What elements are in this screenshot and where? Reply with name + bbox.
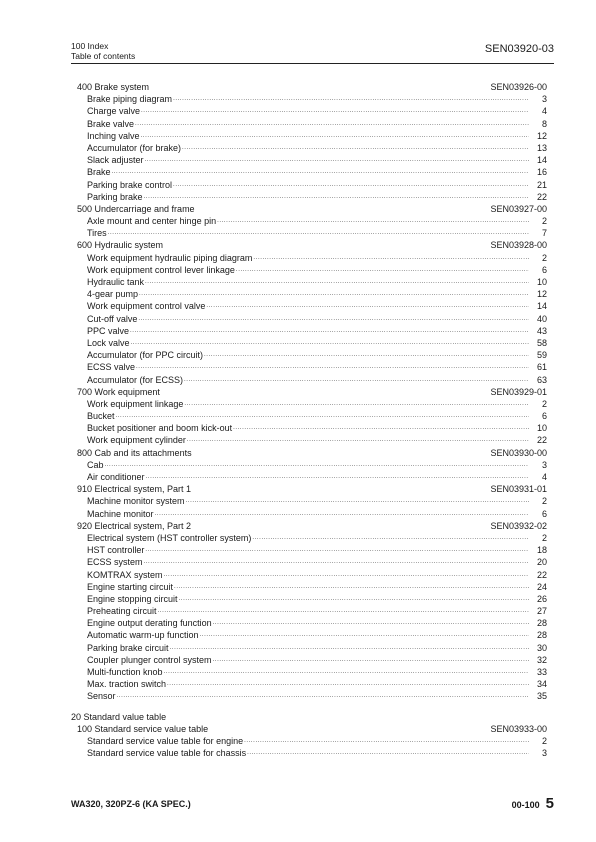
entry-page-number: 20 bbox=[536, 557, 547, 568]
dot-leader bbox=[146, 471, 529, 483]
entry-label: Coupler plunger control system bbox=[87, 654, 212, 665]
toc-entry[interactable] bbox=[71, 495, 547, 507]
entry-page-number: 2 bbox=[541, 496, 547, 507]
entry-page-number: 7 bbox=[541, 228, 547, 239]
dot-leader bbox=[167, 678, 529, 690]
dot-leader bbox=[253, 252, 529, 264]
toc-chapter-20 bbox=[71, 723, 547, 760]
entry-page-number: 14 bbox=[536, 301, 547, 312]
toc-section-heading[interactable] bbox=[71, 386, 547, 398]
entry-page-number: 26 bbox=[536, 593, 547, 604]
entry-label: Engine starting circuit bbox=[87, 581, 174, 592]
toc-entry[interactable] bbox=[71, 361, 547, 373]
toc-entry[interactable] bbox=[71, 544, 547, 556]
entry-label: 4-gear pump bbox=[87, 289, 139, 300]
dot-leader bbox=[136, 361, 529, 373]
footer-section-code: 00-100 bbox=[511, 800, 540, 810]
entry-page-number: 8 bbox=[541, 118, 547, 129]
dot-leader bbox=[233, 422, 529, 434]
section-title: 600 Hydraulic system bbox=[77, 240, 164, 251]
dot-leader bbox=[236, 264, 529, 276]
entry-label: Automatic warm-up function bbox=[87, 630, 199, 641]
entry-label: Work equipment control valve bbox=[87, 301, 206, 312]
entry-page-number: 2 bbox=[541, 735, 547, 746]
entry-label: Axle mount and center hinge pin bbox=[87, 216, 217, 227]
dot-leader bbox=[213, 617, 529, 629]
dot-leader bbox=[184, 398, 529, 410]
entry-page-number: 2 bbox=[541, 216, 547, 227]
toc-entry[interactable] bbox=[71, 617, 547, 629]
entry-page-number: 30 bbox=[536, 642, 547, 653]
toc-entry[interactable] bbox=[71, 666, 547, 678]
toc-entry[interactable] bbox=[71, 118, 547, 130]
toc-entry[interactable] bbox=[71, 459, 547, 471]
entry-label: Standard service value table for chassis bbox=[87, 747, 247, 758]
running-header bbox=[71, 41, 135, 61]
entry-page-number: 12 bbox=[536, 130, 547, 141]
entry-page-number: 22 bbox=[536, 569, 547, 580]
toc-entry[interactable] bbox=[71, 508, 547, 520]
entry-label: Inching valve bbox=[87, 130, 140, 141]
document-code: SEN03920-03 bbox=[484, 43, 554, 55]
entry-label: Engine stopping circuit bbox=[87, 593, 178, 604]
entry-page-number: 27 bbox=[536, 606, 547, 617]
toc-entry[interactable] bbox=[71, 154, 547, 166]
dot-leader bbox=[173, 93, 529, 105]
toc-entry[interactable] bbox=[71, 93, 547, 105]
dot-leader bbox=[155, 508, 529, 520]
dot-leader bbox=[213, 654, 529, 666]
header-subtitle: Table of contents bbox=[71, 51, 136, 61]
section-code: SEN03933-00 bbox=[490, 723, 547, 734]
entry-page-number: 12 bbox=[536, 289, 547, 300]
entry-page-number: 14 bbox=[536, 155, 547, 166]
dot-leader bbox=[117, 690, 529, 702]
toc-entry[interactable] bbox=[71, 556, 547, 568]
dot-leader bbox=[164, 666, 529, 678]
dot-leader bbox=[112, 166, 529, 178]
entry-label: Work equipment cylinder bbox=[87, 435, 186, 446]
entry-page-number: 22 bbox=[536, 191, 547, 202]
entry-label: Parking brake circuit bbox=[87, 642, 169, 653]
dot-leader bbox=[200, 629, 529, 641]
entry-page-number: 13 bbox=[536, 142, 547, 153]
entry-page-number: 3 bbox=[541, 94, 547, 105]
toc-entry[interactable] bbox=[71, 374, 547, 386]
entry-label: Brake piping diagram bbox=[87, 94, 173, 105]
toc-entry[interactable] bbox=[71, 654, 547, 666]
entry-page-number: 6 bbox=[541, 264, 547, 275]
entry-label: Parking brake bbox=[87, 191, 143, 202]
entry-label: Accumulator (for PPC circuit) bbox=[87, 350, 204, 361]
toc-entry[interactable] bbox=[71, 130, 547, 142]
dot-leader bbox=[130, 325, 529, 337]
header-divider bbox=[71, 63, 554, 64]
entry-label: Bucket bbox=[87, 411, 115, 422]
toc-entry[interactable] bbox=[71, 532, 547, 544]
entry-label: Max. traction switch bbox=[87, 679, 167, 690]
toc-entry[interactable] bbox=[71, 678, 547, 690]
dot-leader bbox=[164, 569, 529, 581]
toc-entry[interactable] bbox=[71, 593, 547, 605]
section-code: SEN03931-01 bbox=[490, 484, 547, 495]
section-code: SEN03929-01 bbox=[490, 386, 547, 397]
entry-page-number: 6 bbox=[541, 508, 547, 519]
dot-leader bbox=[105, 459, 529, 471]
section-code: SEN03927-00 bbox=[490, 203, 547, 214]
section-code: SEN03932-02 bbox=[490, 520, 547, 531]
dot-leader bbox=[252, 532, 529, 544]
toc-entry[interactable] bbox=[71, 605, 547, 617]
toc-section-heading[interactable] bbox=[71, 239, 547, 251]
entry-page-number: 3 bbox=[541, 459, 547, 470]
entry-label: Charge valve bbox=[87, 106, 141, 117]
dot-leader bbox=[204, 349, 529, 361]
toc-section-heading[interactable] bbox=[71, 203, 547, 215]
dot-leader bbox=[247, 747, 529, 759]
entry-page-number: 4 bbox=[541, 106, 547, 117]
toc-entry[interactable] bbox=[71, 349, 547, 361]
entry-page-number: 24 bbox=[536, 581, 547, 592]
toc-entry[interactable] bbox=[71, 276, 547, 288]
section-code: SEN03926-00 bbox=[490, 82, 547, 92]
entry-page-number: 2 bbox=[541, 398, 547, 409]
entry-label: ECSS valve bbox=[87, 362, 136, 373]
entry-label: Air conditioner bbox=[87, 472, 145, 482]
entry-label: HST controller bbox=[87, 545, 145, 556]
entry-page-number: 10 bbox=[536, 423, 547, 434]
entry-label: Machine monitor bbox=[87, 508, 154, 519]
entry-label: Multi-function knob bbox=[87, 667, 163, 677]
toc-entry[interactable] bbox=[71, 337, 547, 349]
dot-leader bbox=[217, 215, 529, 227]
entry-label: Electrical system (HST controller system) bbox=[87, 532, 252, 543]
dot-leader bbox=[182, 142, 529, 154]
entry-page-number: 33 bbox=[536, 667, 547, 677]
footer-page-ref bbox=[512, 795, 554, 813]
toc-section-heading[interactable] bbox=[71, 81, 547, 93]
dot-leader bbox=[145, 154, 529, 166]
toc-entry[interactable] bbox=[71, 422, 547, 434]
entry-label: Bucket positioner and boom kick-out bbox=[87, 423, 233, 434]
entry-label: Brake bbox=[87, 167, 111, 178]
dot-leader bbox=[186, 495, 529, 507]
section-title: 500 Undercarriage and frame bbox=[77, 203, 195, 214]
toc-entry[interactable] bbox=[71, 215, 547, 227]
toc-entry[interactable] bbox=[71, 300, 547, 312]
dot-leader bbox=[144, 556, 529, 568]
entry-label: KOMTRAX system bbox=[87, 569, 163, 580]
toc-section-heading[interactable] bbox=[71, 520, 547, 532]
entry-page-number: 22 bbox=[536, 435, 547, 446]
toc-entry[interactable] bbox=[71, 264, 547, 276]
dot-leader bbox=[179, 593, 529, 605]
section-title: 800 Cab and its attachments bbox=[77, 447, 192, 458]
toc-entry[interactable] bbox=[71, 191, 547, 203]
entry-page-number: 35 bbox=[536, 691, 547, 702]
toc-entry[interactable] bbox=[71, 569, 547, 581]
dot-leader bbox=[141, 105, 529, 117]
section-code: SEN03930-00 bbox=[490, 447, 547, 458]
entry-label: Work equipment hydraulic piping diagram bbox=[87, 252, 253, 263]
section-code: SEN03928-00 bbox=[490, 240, 547, 251]
entry-page-number: 2 bbox=[541, 532, 547, 543]
entry-page-number: 28 bbox=[536, 630, 547, 641]
table-of-contents bbox=[71, 81, 547, 759]
toc-entry[interactable] bbox=[71, 179, 547, 191]
entry-label: ECSS system bbox=[87, 557, 143, 568]
entry-page-number: 59 bbox=[536, 350, 547, 361]
toc-entry[interactable] bbox=[71, 398, 547, 410]
footer-model: WA320, 320PZ-6 (KA SPEC.) bbox=[71, 799, 191, 809]
toc-entry[interactable] bbox=[71, 642, 547, 654]
entry-page-number: 16 bbox=[536, 167, 547, 178]
entry-label: Accumulator (for ECSS) bbox=[87, 374, 184, 385]
toc-entry[interactable] bbox=[71, 166, 547, 178]
toc-entry[interactable] bbox=[71, 288, 547, 300]
toc-section-heading[interactable] bbox=[71, 723, 547, 735]
toc-entry[interactable] bbox=[71, 325, 547, 337]
entry-page-number: 2 bbox=[541, 252, 547, 263]
toc-entry[interactable] bbox=[71, 471, 547, 483]
dot-leader bbox=[144, 191, 529, 203]
entry-page-number: 28 bbox=[536, 618, 547, 629]
entry-page-number: 6 bbox=[541, 411, 547, 422]
entry-page-number: 63 bbox=[536, 374, 547, 385]
entry-label: Accumulator (for brake) bbox=[87, 142, 182, 153]
toc-entry[interactable] bbox=[71, 227, 547, 239]
toc-entry[interactable] bbox=[71, 105, 547, 117]
toc-section-heading[interactable] bbox=[71, 483, 547, 495]
dot-leader bbox=[145, 544, 529, 556]
dot-leader bbox=[173, 179, 529, 191]
entry-page-number: 32 bbox=[536, 654, 547, 665]
toc-entry[interactable] bbox=[71, 747, 547, 759]
toc-entry[interactable] bbox=[71, 313, 547, 325]
dot-leader bbox=[187, 434, 529, 446]
entry-label: Cab bbox=[87, 459, 104, 470]
entry-page-number: 43 bbox=[536, 325, 547, 336]
dot-leader bbox=[206, 300, 529, 312]
entry-label: Work equipment control lever linkage bbox=[87, 264, 235, 275]
entry-label: Hydraulic tank bbox=[87, 277, 145, 287]
entry-page-number: 21 bbox=[536, 179, 547, 190]
toc-entry[interactable] bbox=[71, 581, 547, 593]
entry-page-number: 61 bbox=[536, 362, 547, 373]
section-title: 700 Work equipment bbox=[77, 386, 160, 397]
entry-label: Standard service value table for engine bbox=[87, 735, 244, 746]
toc-entry[interactable] bbox=[71, 142, 547, 154]
entry-label: PPC valve bbox=[87, 325, 130, 336]
dot-leader bbox=[184, 374, 529, 386]
dot-leader bbox=[141, 130, 529, 142]
toc-chapter-10 bbox=[71, 81, 547, 703]
dot-leader bbox=[174, 581, 529, 593]
section-title: 910 Electrical system, Part 1 bbox=[77, 484, 192, 495]
header-section-label: 100 Index bbox=[71, 41, 109, 51]
entry-label: Preheating circuit bbox=[87, 606, 157, 617]
toc-section-heading[interactable] bbox=[71, 447, 547, 459]
dot-leader bbox=[145, 276, 529, 288]
toc-entry[interactable] bbox=[71, 252, 547, 264]
entry-label: Tires bbox=[87, 228, 107, 239]
entry-label: Engine output derating function bbox=[87, 618, 212, 629]
entry-page-number: 40 bbox=[536, 313, 547, 324]
entry-page-number: 3 bbox=[541, 747, 547, 758]
entry-page-number: 18 bbox=[536, 545, 547, 556]
section-title: 400 Brake system bbox=[77, 82, 150, 92]
entry-label: Brake valve bbox=[87, 118, 135, 129]
page-number: 5 bbox=[545, 795, 554, 812]
toc-entry[interactable] bbox=[71, 690, 547, 702]
toc-entry[interactable] bbox=[71, 434, 547, 446]
dot-leader bbox=[135, 118, 529, 130]
entry-page-number: 34 bbox=[536, 679, 547, 690]
entry-page-number: 10 bbox=[536, 277, 547, 287]
dot-leader bbox=[158, 605, 529, 617]
dot-leader bbox=[139, 288, 529, 300]
entry-label: Slack adjuster bbox=[87, 155, 144, 166]
dot-leader bbox=[108, 227, 529, 239]
entry-label: Sensor bbox=[87, 691, 116, 702]
chapter-title: 20 Standard value table bbox=[71, 711, 167, 722]
toc-entry[interactable] bbox=[71, 629, 547, 641]
entry-page-number: 4 bbox=[541, 472, 547, 482]
entry-label: Lock valve bbox=[87, 337, 130, 348]
dot-leader bbox=[138, 313, 529, 325]
section-title: 100 Standard service value table bbox=[77, 723, 209, 734]
dot-leader bbox=[170, 642, 529, 654]
dot-leader bbox=[244, 735, 529, 747]
section-title: 920 Electrical system, Part 2 bbox=[77, 520, 192, 531]
dot-leader bbox=[131, 337, 529, 349]
entry-label: Cut-off valve bbox=[87, 313, 138, 324]
entry-label: Parking brake control bbox=[87, 179, 173, 190]
entry-label: Machine monitor system bbox=[87, 496, 185, 507]
toc-entry[interactable] bbox=[71, 410, 547, 422]
dot-leader bbox=[116, 410, 529, 422]
entry-label: Work equipment linkage bbox=[87, 398, 184, 409]
toc-entry[interactable] bbox=[71, 735, 547, 747]
entry-page-number: 58 bbox=[536, 337, 547, 348]
